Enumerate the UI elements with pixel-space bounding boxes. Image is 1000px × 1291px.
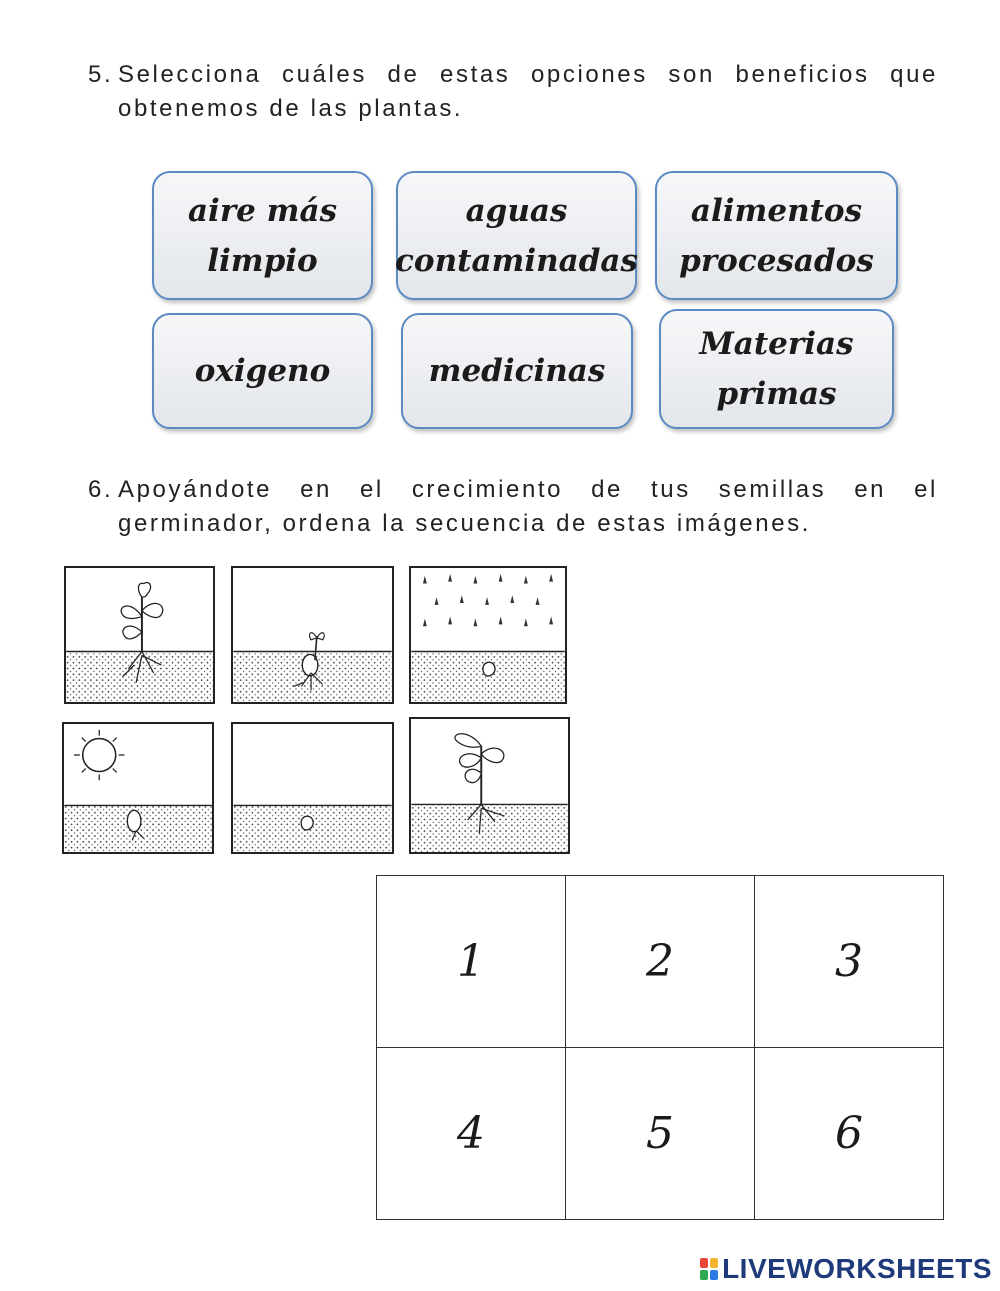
liveworksheets-wordmark: LIVEWORKSHEETS [722,1253,992,1284]
option-materias-primas[interactable] [659,309,894,429]
seed-in-soil-icon [233,724,392,852]
answer-cell-4[interactable]: 4 [377,1048,566,1220]
option-alimentos-procesados[interactable] [655,171,898,300]
option-line: aire más [187,192,338,229]
option-line: limpio [207,242,318,279]
image-rain-on-seed[interactable] [409,566,567,704]
answer-cell-3[interactable]: 3 [755,876,944,1048]
flowering-plant-icon [66,568,213,702]
option-oxigeno[interactable] [152,313,373,429]
question-6 [88,473,938,545]
sprouting-seed-icon [233,568,392,702]
liveworksheets-logo [700,1253,992,1285]
answer-cell-1[interactable]: 1 [377,876,566,1048]
answer-cell-2[interactable]: 2 [566,876,755,1048]
answer-grid-row [377,1048,944,1220]
question-5-text: Selecciona cuáles de estas opciones son beneficios que obtenemos de las plantas. [118,61,938,122]
option-line: aguas [465,192,568,229]
sun-and-germinating-seed-icon [64,724,212,852]
answer-cell-6[interactable]: 6 [755,1048,944,1220]
image-flowering-plant[interactable] [64,566,215,704]
question-5-number: 5. [88,61,114,88]
liveworksheets-logo-icon [700,1258,718,1280]
option-line: procesados [679,242,874,279]
rain-on-seed-icon [411,568,565,702]
image-sprouting-seed[interactable] [231,566,394,704]
question-5 [88,58,938,130]
young-plant-icon [411,719,568,852]
image-sun-and-seed[interactable] [62,722,214,854]
answer-grid [376,875,944,1220]
option-aire-mas-limpio[interactable] [152,171,373,300]
answer-cell-5[interactable]: 5 [566,1048,755,1220]
option-medicinas[interactable] [401,313,633,429]
question-6-number: 6. [88,476,114,503]
option-aguas-contaminadas[interactable] [396,171,637,300]
image-young-plant[interactable] [409,717,570,854]
option-line: primas [716,376,837,412]
option-line: medicinas [428,353,606,389]
answer-grid-row [377,876,944,1048]
image-seed-in-soil[interactable] [231,722,394,854]
option-line: alimentos [690,192,863,229]
option-line: contaminadas [395,242,638,279]
option-line: oxigeno [194,353,331,389]
option-line: Materias [699,326,854,362]
question-6-text: Apoyándote en el crecimiento de tus semillas en el germinador, ordena la secuencia de estas imágenes. [118,476,938,537]
